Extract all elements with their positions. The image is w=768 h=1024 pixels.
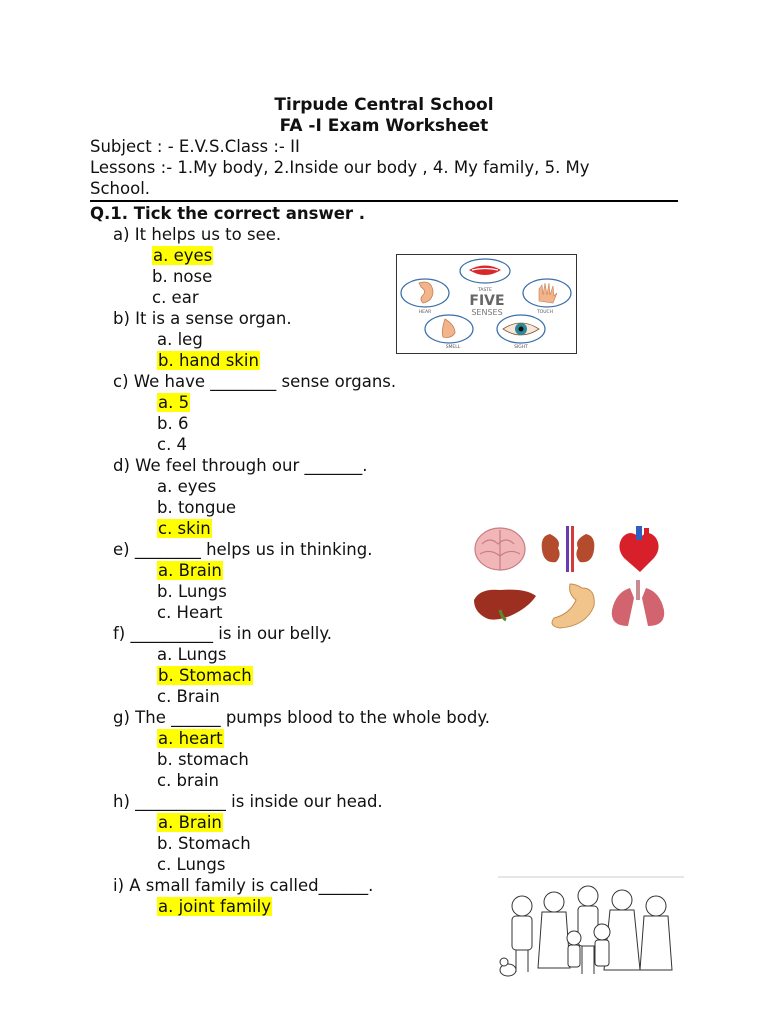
option-a-b: b. nose [152,267,213,286]
five-title: FIVE [469,293,505,309]
answer-highlight: a. eyes [153,246,213,265]
label-smell: SMELL [445,345,461,350]
option-b-a: a. leg [157,330,203,349]
lessons-line-cont: School. [90,179,151,198]
option-f-b [157,666,253,686]
family-illustration [498,876,684,984]
option-i-a [157,897,272,917]
option-c-c: c. 4 [157,435,188,454]
answer-highlight: a. joint family [158,897,271,916]
answer-highlight: a. heart [158,729,223,748]
option-a-c: c. ear [152,288,199,307]
question-h: h) ___________ is inside our head. [113,792,383,811]
option-c-b: b. 6 [157,414,189,433]
question-d: d) We feel through our _______. [113,456,368,475]
kidneys-icon [542,526,595,572]
option-d-a: a. eyes [157,477,217,496]
question-c: c) We have ________ sense organs. [113,372,397,391]
option-e-c: c. Heart [157,603,223,622]
option-f-a: a. Lungs [157,645,227,664]
answer-highlight: a. 5 [158,393,190,412]
five-senses-image [396,254,577,354]
answer-highlight: a. Brain [158,561,222,580]
option-f-c: c. Brain [157,687,220,706]
heart-icon [619,526,658,572]
answer-highlight: b. hand skin [158,351,259,370]
label-hear: HEAR [418,310,432,315]
option-e-b: b. Lungs [157,582,227,601]
option-b-b [157,351,260,371]
organs-image [470,522,676,634]
organs-illustration [470,522,676,634]
option-g-b: b. stomach [157,750,249,769]
question-e: e) ________ helps us in thinking. [113,540,373,559]
question-f: f) __________ is in our belly. [113,624,332,643]
option-d-b: b. tongue [157,498,237,517]
lessons-line: Lessons :- 1.My body, 2.Inside our body , 4. My family, 5. My [90,158,590,177]
exam-title: FA -I Exam Worksheet [279,116,489,136]
option-h-a [157,813,223,833]
senses-title: SENSES [471,308,503,317]
family-image [498,876,684,984]
question-a: a) It helps us to see. [113,225,282,244]
header-divider [90,200,678,202]
option-g-c: c. brain [157,771,219,790]
option-h-c: c. Lungs [157,855,226,874]
liver-icon [474,590,536,620]
stomach-icon [552,584,594,628]
option-e-a [157,561,223,581]
lungs-icon [612,580,664,626]
question-g: g) The ______ pumps blood to the whole body. [113,708,490,727]
section-title: Q.1. Tick the correct answer . [90,204,366,223]
question-i: i) A small family is called______. [113,876,374,895]
label-touch: TOUCH [536,310,554,315]
option-g-a [157,729,224,749]
school-name: Tirpude Central School [274,95,494,115]
option-h-b: b. Stomach [157,834,251,853]
subject-line: Subject : - E.V.S.Class :- II [90,137,300,156]
answer-highlight: b. Stomach [158,666,252,685]
answer-highlight: a. Brain [158,813,222,832]
five-senses-illustration [397,255,576,353]
option-d-c [157,519,212,539]
label-taste: TASTE [478,288,492,293]
label-sight: SIGHT [514,345,528,350]
option-a-a [152,246,213,266]
brain-icon [475,528,525,570]
answer-highlight: c. skin [158,519,211,538]
option-c-a [157,393,190,413]
question-b: b) It is a sense organ. [113,309,292,328]
